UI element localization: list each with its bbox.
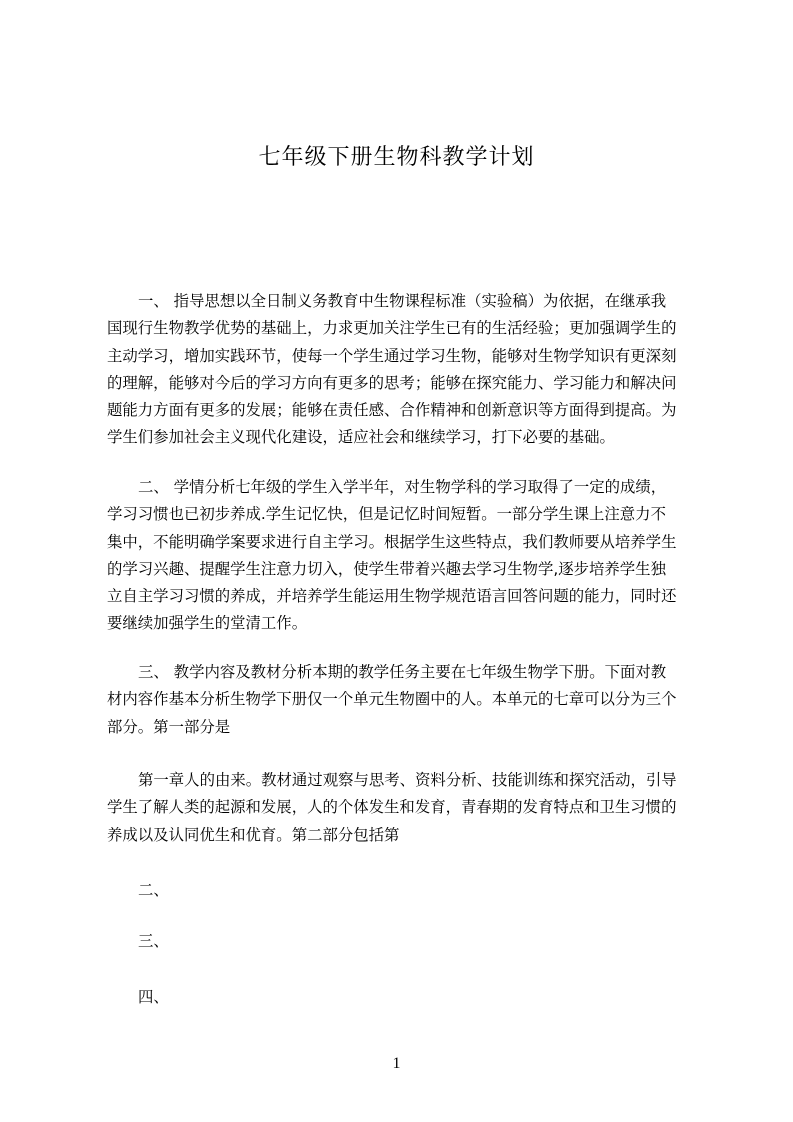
paragraph-line: 立自主学习习惯的养成，并培养学生能运用生物学规范语言回答问题的能力，同时还	[107, 587, 677, 606]
paragraph-line: 养成以及认同优生和优育。第二部分包括第	[107, 825, 400, 844]
paragraph-line: 主动学习，增加实践环节，使每一个学生通过学习生物，能够对生物学知识有更深刻	[107, 346, 677, 365]
section-guiding-ideology	[107, 288, 699, 452]
paragraph-line: 学生了解人类的起源和发展，人的个体发生和发育，青春期的发育特点和卫生习惯的	[107, 798, 677, 817]
paragraph-line: 要继续加强学生的堂清工作。	[107, 614, 308, 633]
paragraph-line: 国现行生物教学优势的基础上，力求更加关注学生已有的生活经验；更加强调学生的	[107, 319, 677, 338]
paragraph-line: 学习习惯也已初步养成.学生记忆快，但是记忆时间短暂。一部分学生课上注意力不	[107, 505, 666, 524]
paragraph-line: 学生们参加社会主义现代化建设，适应社会和继续学习，打下必要的基础。	[107, 428, 615, 447]
section-student-analysis	[107, 474, 699, 638]
paragraph-line: 的理解，能够对今后的学习方向有更多的思考；能够在探究能力、学习能力和解决问	[107, 373, 677, 392]
paragraph-line: 集中，不能明确学案要求进行自主学习。根据学生这些特点，我们教师要从培养学生	[107, 532, 677, 551]
paragraph-line: 一、 指导思想以全日制义务教育中生物课程标准（实验稿）为依据，在继承我	[138, 292, 667, 310]
section-chapter-one	[107, 767, 699, 849]
page-number: 1	[392, 1055, 401, 1072]
paragraph-line: 的学习兴趣、提醒学生注意力切入，使学生带着兴趣去学习生物学,逐步培养学生独	[107, 559, 666, 578]
page-title: 七年级下册生物科教学计划	[258, 145, 535, 170]
paragraph-line: 材内容作基本分析生物学下册仅一个单元生物圈中的人。本单元的七章可以分为三个	[107, 690, 677, 709]
list-item: 三、	[138, 932, 169, 950]
list-item: 四、	[138, 988, 169, 1006]
paragraph-line: 二、 学情分析七年级的学生入学半年，对生物学科的学习取得了一定的成绩，	[138, 478, 667, 496]
paragraph-line: 题能力方面有更多的发展；能够在责任感、合作精神和创新意识等方面得到提高。为	[107, 401, 677, 420]
paragraph-line: 第一章人的由来。教材通过观察与思考、资料分析、技能训练和探究活动，引导	[138, 771, 677, 789]
section-teaching-content	[107, 659, 699, 741]
paragraph-line: 部分。第一部分是	[107, 717, 231, 736]
list-item: 二、	[138, 881, 169, 899]
paragraph-line: 三、 教学内容及教材分析本期的教学任务主要在七年级生物学下册。下面对教	[138, 663, 667, 681]
